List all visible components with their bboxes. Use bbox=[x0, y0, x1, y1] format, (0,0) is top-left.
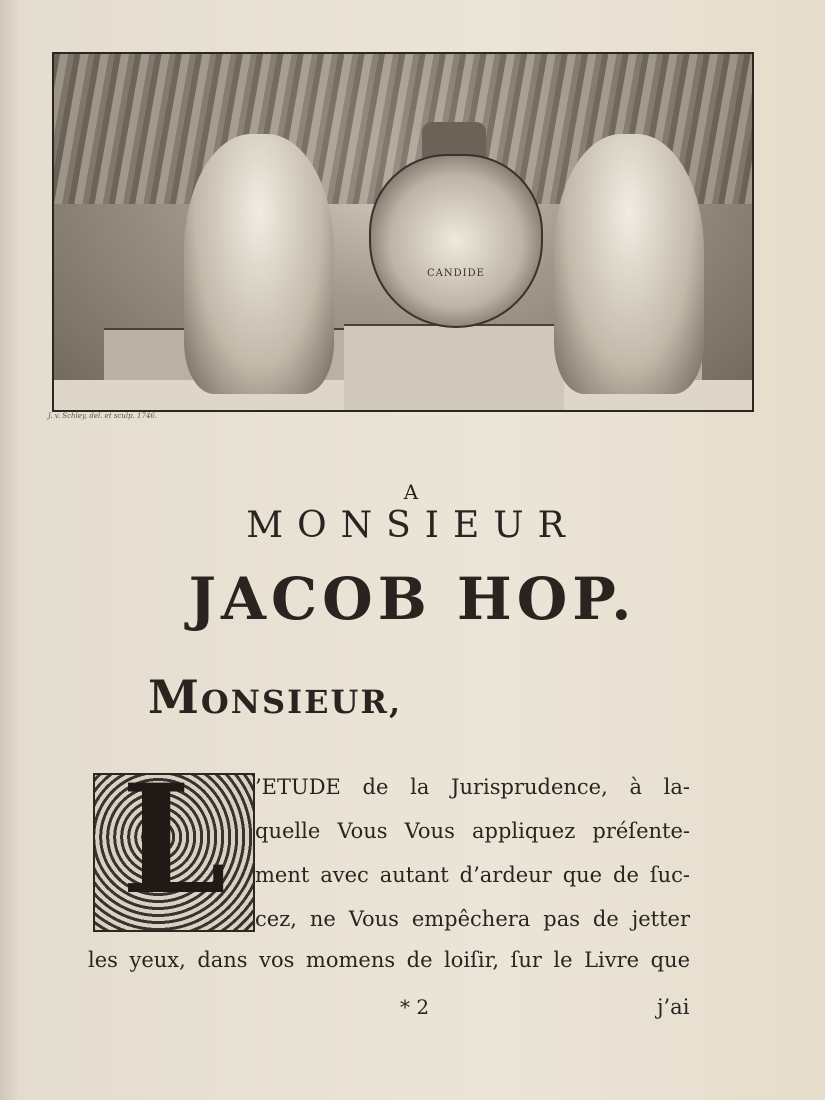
engraving-illustration bbox=[52, 52, 754, 412]
crown-icon bbox=[422, 122, 486, 158]
heading-name: JACOB HOP. bbox=[188, 565, 637, 633]
engraving-caption: J. v. Schley, del. et sculp. 1746. bbox=[48, 412, 158, 420]
text-line-full: les yeux, dans vos momens de loiſir, ſur le Livre que bbox=[88, 948, 690, 972]
text-line: ’ETUDE de la Jurisprudence, à la- bbox=[255, 775, 690, 799]
pedestal bbox=[344, 324, 564, 412]
coat-of-arms-shield bbox=[369, 154, 543, 328]
salutation bbox=[148, 670, 402, 724]
seated-figure-left bbox=[184, 134, 334, 394]
paragraph-indented bbox=[255, 765, 690, 941]
heading-monsieur: MONSIEUR bbox=[246, 505, 579, 546]
shield-label: CANDIDE bbox=[427, 268, 485, 279]
signature-mark: * 2 bbox=[400, 995, 430, 1019]
heading-a: A bbox=[403, 480, 422, 504]
text-line: cez, ne Vous empêchera pas de jetter bbox=[255, 907, 690, 931]
text-line: ment avec autant d’ardeur que de ſuc- bbox=[255, 863, 690, 887]
decorated-initial bbox=[93, 752, 255, 932]
seated-figure-right bbox=[554, 134, 704, 394]
salutation-rest: ONSIEUR, bbox=[200, 683, 403, 721]
salutation-initial: M bbox=[148, 670, 201, 724]
catchword: j’ai bbox=[657, 995, 690, 1019]
dropcap-letter: L bbox=[121, 752, 227, 928]
text-line: quelle Vous Vous appliquez préſente- bbox=[255, 819, 690, 843]
